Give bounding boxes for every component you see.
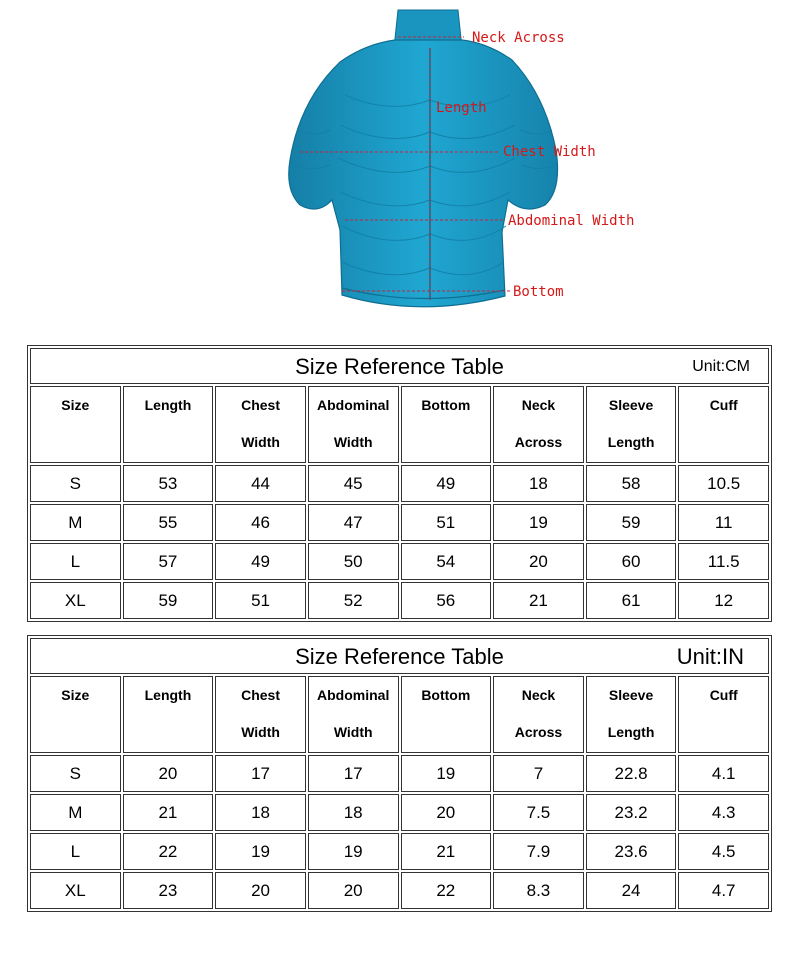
size-table-cm xyxy=(27,345,772,622)
cell: 4.1 xyxy=(678,755,769,792)
table-row xyxy=(30,872,769,909)
col-header-chest-width: Chest Width xyxy=(215,386,306,463)
cell: L xyxy=(30,833,121,870)
cell: 23.6 xyxy=(586,833,677,870)
size-grid xyxy=(28,384,771,621)
cell: 23.2 xyxy=(586,794,677,831)
col-header-sleeve-length: Sleeve Length xyxy=(586,676,677,753)
table-row xyxy=(30,582,769,619)
col-header-cuff: Cuff xyxy=(678,386,769,463)
cell: 46 xyxy=(215,504,306,541)
cell: XL xyxy=(30,582,121,619)
col-header-sleeve-length: Sleeve Length xyxy=(586,386,677,463)
table-row xyxy=(30,755,769,792)
cell: 20 xyxy=(308,872,399,909)
table-row xyxy=(30,543,769,580)
cell: 8.3 xyxy=(493,872,584,909)
cell: 24 xyxy=(586,872,677,909)
col-header-cuff: Cuff xyxy=(678,676,769,753)
neck-across-label: Neck Across xyxy=(472,30,565,46)
cell: 55 xyxy=(123,504,214,541)
cell: 21 xyxy=(401,833,492,870)
cell: 18 xyxy=(308,794,399,831)
size-table-in xyxy=(27,635,772,912)
cell: 4.3 xyxy=(678,794,769,831)
cell: 22.8 xyxy=(586,755,677,792)
cell: 19 xyxy=(493,504,584,541)
jacket-illustration xyxy=(0,0,800,330)
col-header-neck-across: Neck Across xyxy=(493,386,584,463)
table-caption xyxy=(30,638,769,674)
col-header-size: Size xyxy=(30,386,121,463)
cell: XL xyxy=(30,872,121,909)
length-label: Length xyxy=(436,100,487,116)
cell: 20 xyxy=(123,755,214,792)
cell: 4.7 xyxy=(678,872,769,909)
col-header-chest-width: Chest Width xyxy=(215,676,306,753)
cell: 57 xyxy=(123,543,214,580)
cell: 47 xyxy=(308,504,399,541)
cell: 12 xyxy=(678,582,769,619)
cell: 19 xyxy=(308,833,399,870)
cell: 11 xyxy=(678,504,769,541)
cell: 10.5 xyxy=(678,465,769,502)
cell: S xyxy=(30,755,121,792)
col-header-size: Size xyxy=(30,676,121,753)
cell: 22 xyxy=(123,833,214,870)
col-header-length: Length xyxy=(123,676,214,753)
table-title: Size Reference Table xyxy=(295,644,504,669)
cell: 56 xyxy=(401,582,492,619)
size-grid xyxy=(28,674,771,911)
cell: M xyxy=(30,504,121,541)
cell: 4.5 xyxy=(678,833,769,870)
cell: 52 xyxy=(308,582,399,619)
cell: 18 xyxy=(215,794,306,831)
bottom-label: Bottom xyxy=(513,284,564,300)
cell: 7.9 xyxy=(493,833,584,870)
cell: 49 xyxy=(215,543,306,580)
cell: 21 xyxy=(493,582,584,619)
cell: 60 xyxy=(586,543,677,580)
cell: 58 xyxy=(586,465,677,502)
cell: 18 xyxy=(493,465,584,502)
cell: 20 xyxy=(493,543,584,580)
cell: M xyxy=(30,794,121,831)
cell: 17 xyxy=(215,755,306,792)
cell: 7.5 xyxy=(493,794,584,831)
table-row xyxy=(30,833,769,870)
header-row xyxy=(30,386,769,463)
cell: 54 xyxy=(401,543,492,580)
cell: 59 xyxy=(123,582,214,619)
cell: 51 xyxy=(215,582,306,619)
table-row xyxy=(30,794,769,831)
header-row xyxy=(30,676,769,753)
cell: 51 xyxy=(401,504,492,541)
cell: 49 xyxy=(401,465,492,502)
cell: 20 xyxy=(401,794,492,831)
table-title: Size Reference Table xyxy=(295,354,504,379)
col-header-bottom: Bottom xyxy=(401,676,492,753)
cell: 59 xyxy=(586,504,677,541)
abdominal-width-label: Abdominal Width xyxy=(508,213,635,229)
unit-label: Unit:IN xyxy=(676,644,744,669)
cell: 7 xyxy=(493,755,584,792)
table-row xyxy=(30,504,769,541)
col-header-neck-across: Neck Across xyxy=(493,676,584,753)
cell: 19 xyxy=(215,833,306,870)
col-header-abdominal-width: Abdominal Width xyxy=(308,676,399,753)
cell: 53 xyxy=(123,465,214,502)
cell: 50 xyxy=(308,543,399,580)
cell: 22 xyxy=(401,872,492,909)
col-header-length: Length xyxy=(123,386,214,463)
cell: 20 xyxy=(215,872,306,909)
cell: 19 xyxy=(401,755,492,792)
cell: 44 xyxy=(215,465,306,502)
cell: 45 xyxy=(308,465,399,502)
cell: 61 xyxy=(586,582,677,619)
chest-width-label: Chest Width xyxy=(503,144,596,160)
cell: L xyxy=(30,543,121,580)
cell: 21 xyxy=(123,794,214,831)
cell: S xyxy=(30,465,121,502)
table-caption xyxy=(30,348,769,384)
jacket-measurement-diagram xyxy=(0,0,800,330)
cell: 17 xyxy=(308,755,399,792)
table-row xyxy=(30,465,769,502)
unit-label: Unit:CM xyxy=(692,358,750,375)
cell: 11.5 xyxy=(678,543,769,580)
col-header-bottom: Bottom xyxy=(401,386,492,463)
col-header-abdominal-width: Abdominal Width xyxy=(308,386,399,463)
cell: 23 xyxy=(123,872,214,909)
